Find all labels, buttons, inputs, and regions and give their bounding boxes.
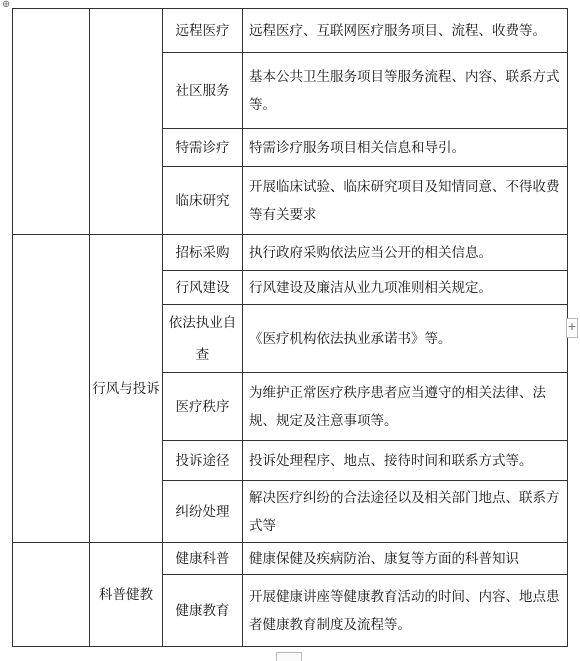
item-cell: 特需诊疗 [163, 129, 243, 167]
group-label: 行风与投诉 [92, 380, 160, 397]
content-cell: 投诉处理程序、地点、接待时间和联系方式等。 [243, 441, 568, 481]
table-row [13, 235, 568, 271]
item-cell: 纠纷处理 [163, 481, 243, 543]
category-cell [13, 543, 90, 647]
content-cell: 为维护正常医疗秩序患者应当遵守的相关法律、法规、规定及注意事项等。 [243, 373, 568, 441]
content-cell: 开展临床试验、临床研究项目及知情同意、不得收费等有关要求 [243, 167, 568, 235]
subcategory-cell [90, 9, 163, 235]
item-cell: 社区服务 [163, 53, 243, 129]
item-cell: 医疗秩序 [163, 373, 243, 441]
content-cell: 解决医疗纠纷的合法途径以及相关部门地点、联系方式等 [243, 481, 568, 543]
item-label: 依法执业自查 [168, 314, 237, 363]
table-row [13, 543, 568, 575]
table-move-handle-icon[interactable]: ⊕ [2, 0, 11, 10]
item-cell: 行风建设 [163, 271, 243, 305]
group-cell-conduct [90, 235, 163, 543]
item-cell: 招标采购 [163, 235, 243, 271]
disclosure-table [12, 8, 568, 647]
content-cell: 行风建设及廉洁从业九项准则相关规定。 [243, 271, 568, 305]
item-cell: 远程医疗 [163, 9, 243, 53]
content-cell: 开展健康讲座等健康教育活动的时间、内容、地点患者健康教育制度及流程等。 [243, 575, 568, 647]
item-cell: 健康科普 [163, 543, 243, 575]
group-cell-science: 科普健教 [90, 543, 163, 647]
item-cell [163, 305, 243, 373]
category-cell [13, 235, 90, 543]
item-cell: 投诉途径 [163, 441, 243, 481]
category-cell [13, 9, 90, 235]
content-cell: 基本公共卫生服务项目等服务流程、内容、联系方式等。 [243, 53, 568, 129]
item-cell: 健康教育 [163, 575, 243, 647]
table-resize-handle-icon[interactable]: + [566, 318, 578, 338]
content-cell: 远程医疗、互联网医疗服务项目、流程、收费等。 [243, 9, 568, 53]
item-cell: 临床研究 [163, 167, 243, 235]
content-cell: 《医疗机构依法执业承诺书》等。 [243, 305, 568, 373]
content-cell: 执行政府采购依法应当公开的相关信息。 [243, 235, 568, 271]
content-cell: 特需诊疗服务项目相关信息和导引。 [243, 129, 568, 167]
content-cell: 健康保健及疾病防治、康复等方面的科普知识 [243, 543, 568, 575]
table-row [13, 9, 568, 53]
